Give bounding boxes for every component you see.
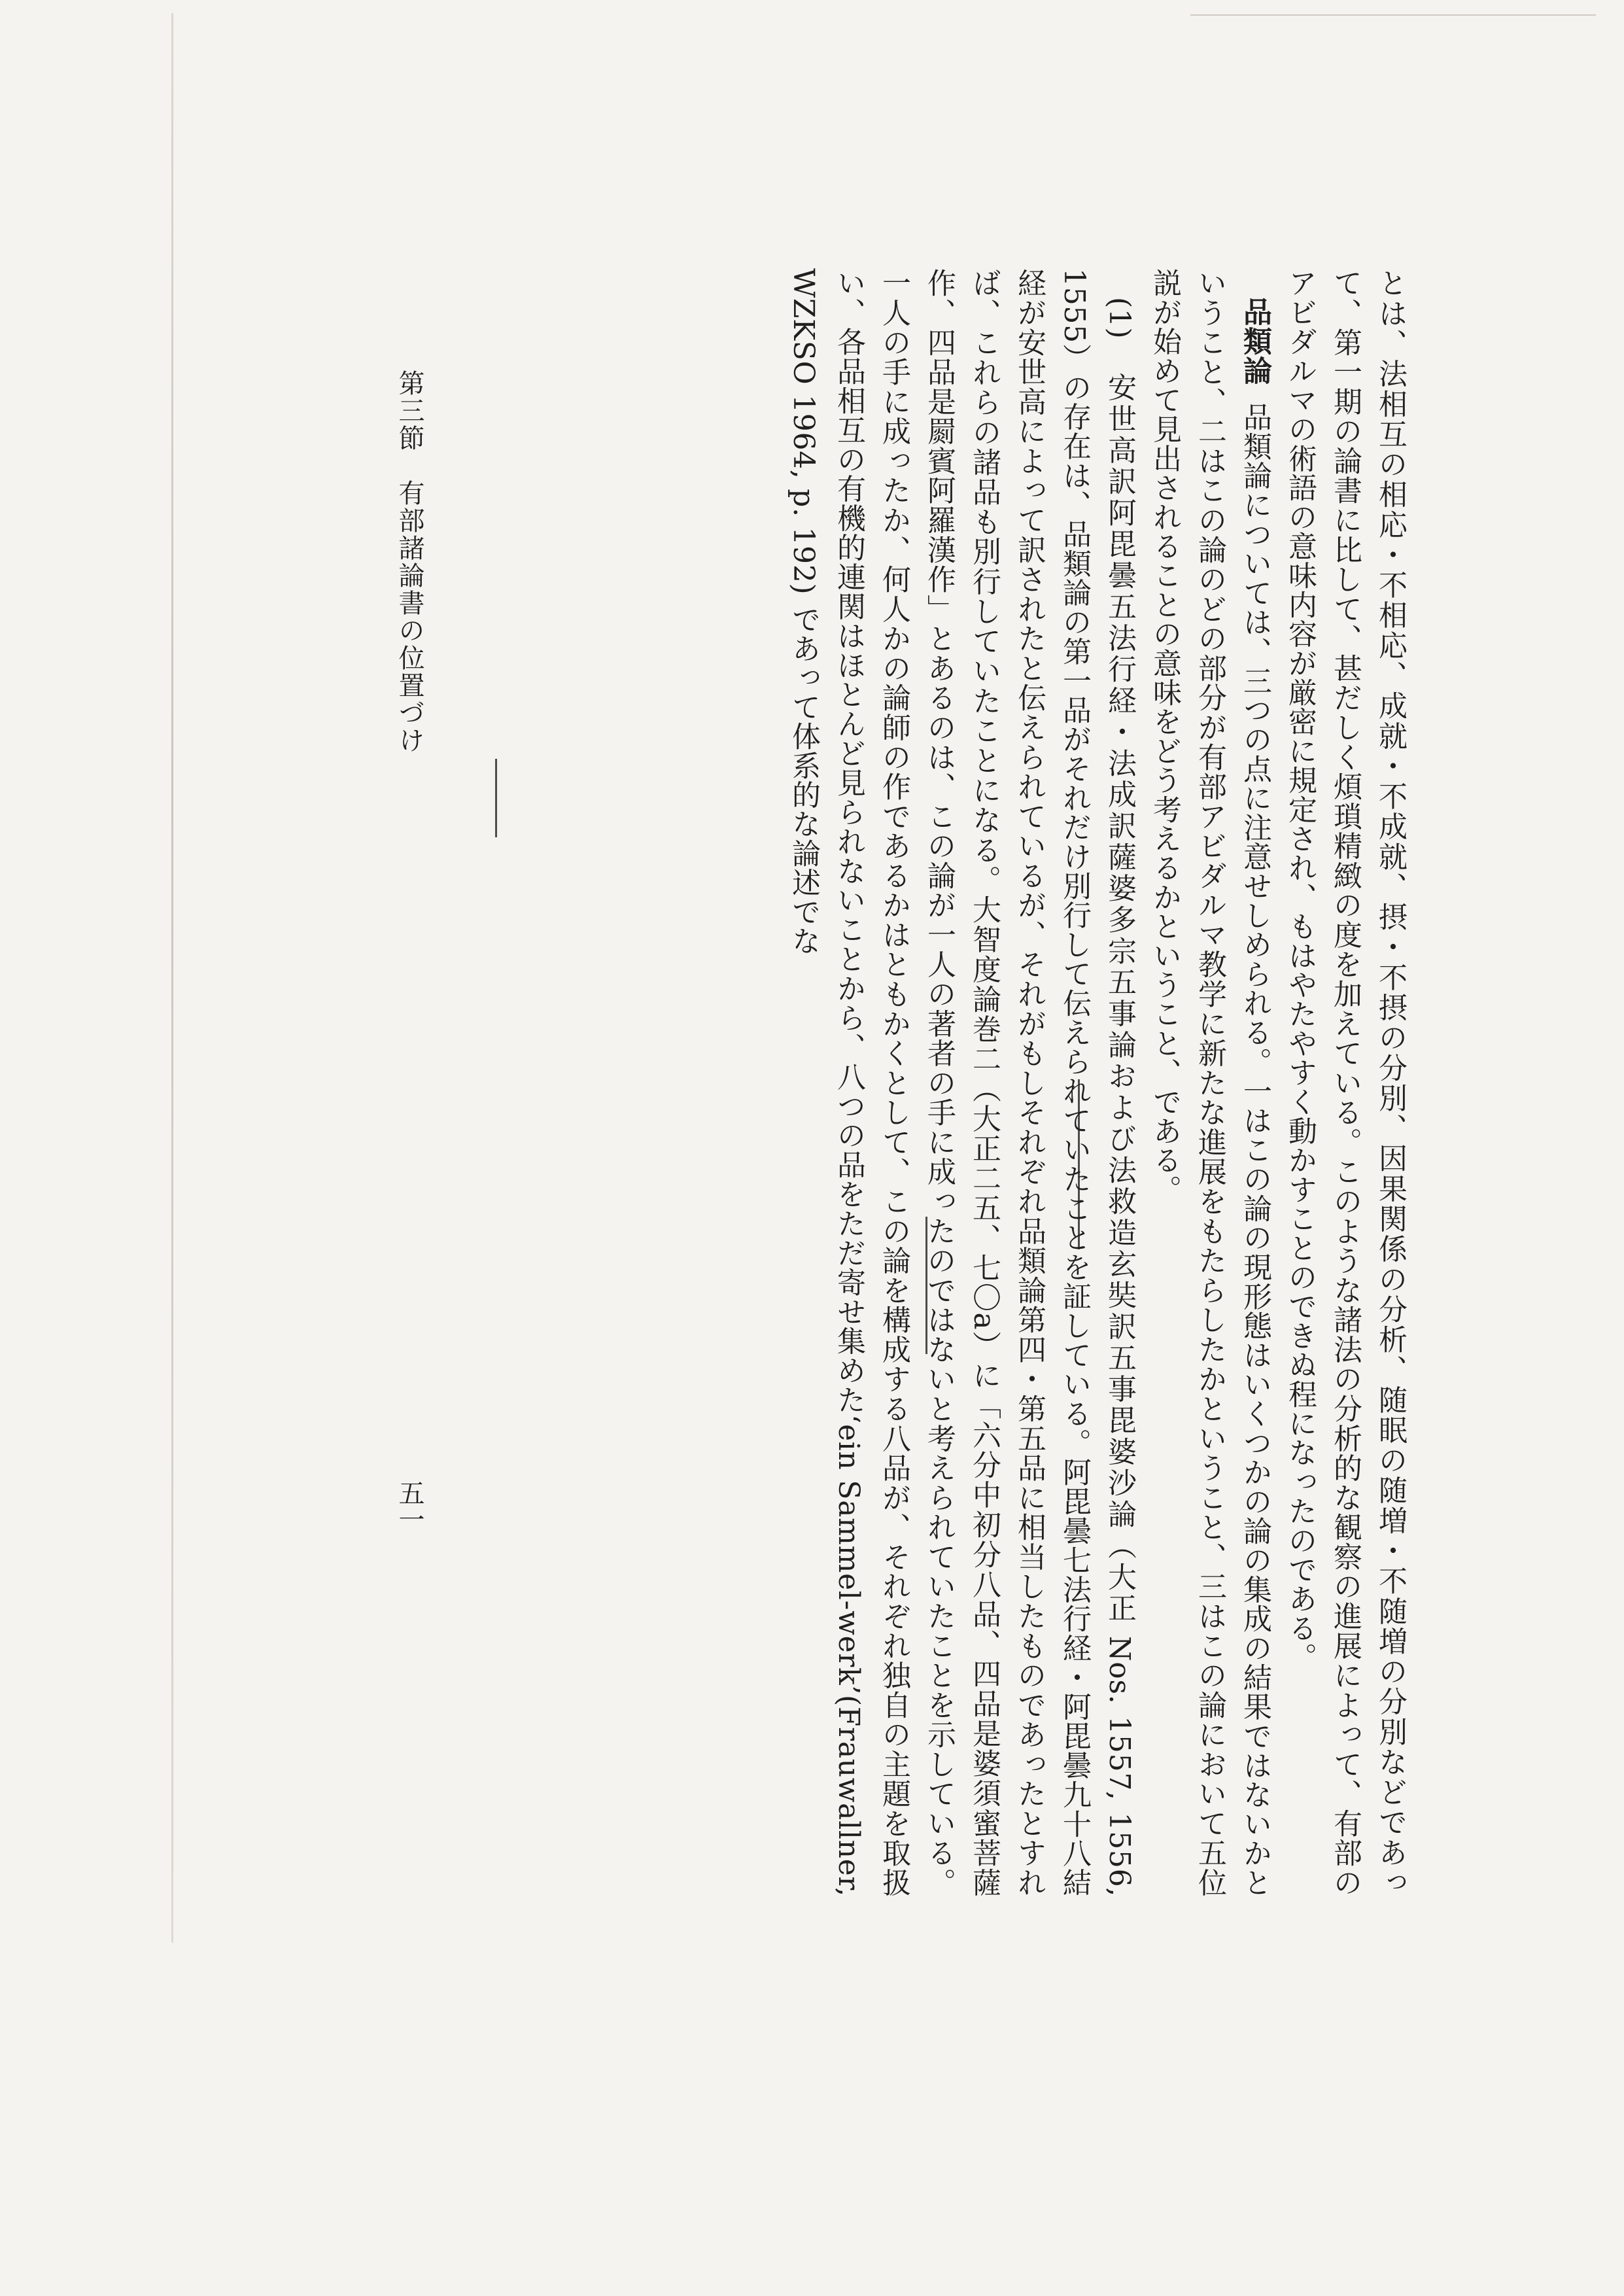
page-number: 五一 [394, 1480, 424, 1532]
pencil-annotation [925, 1217, 927, 1354]
body-text [419, 268, 1413, 1897]
paragraph-1: とは、法相互の相応・不相応、成就・不成就、摂・不摂の分別、因果関係の分析、随眠の随増・不随増の分別などであって、第一期の論書に比して、甚だしく煩瑣精緻の度を加えている。このような諸法の分析的な観察の進展によって、有部のアビダルマの術語の意味内容が厳密に規定され、もはやたやすく動かすことのできぬ程になったのである。 [1283, 268, 1407, 1897]
scan-border-top [1190, 14, 1596, 16]
scan-border-left [171, 13, 173, 1943]
paragraph-2-text: 品類論については、三つの点に注意せしめられる。一はこの論の現形態はいくつかの論の集成の結果ではないかということ、二はこの論のどの部分が有部アビダルマ教学に新たな進展をもたらしたかということ、三はこの論において五位説が始めて見出されることの意味をどう考えるかということ、である。 [1148, 268, 1271, 1897]
section-heading: 品類論 [1238, 297, 1271, 385]
running-footer: 第三節 有部諸論書の位置づけ [394, 370, 424, 754]
paragraph-2 [1142, 268, 1277, 1897]
pencil-annotation [1078, 1079, 1080, 1249]
paragraph-3: (1) 安世高訳阿毘曇五法行経・法成訳薩婆多宗五事論および法救造玄奘訳五事毘婆沙論（大正 Nos. 1557, 1556, 1555）の存在は、品類論の第一品がそれだけ別行して伝えられていたことを証している。阿毘曇七法行経・阿毘曇九十八結経が安世高によって訳されたと伝えられているが、それがもしそれぞれ品類論第四・第五品に相当したものであったとすれば、これらの諸品も別行していたことになる。大智度論巻二（大正二五、七〇a）に「六分中初分八品、四品是婆須蜜菩薩作、四品是罽賓阿羅漢作」とあるのは、この論が一人の著者の手に成ったのではないと考えられていたことを示している。一人の手に成ったか、何人かの論師の作であるかはともかくとして、この論を構成する八品が、それぞれ独自の主題を取扱い、各品相互の有機的連関はほとんど見られないことから、八つの品をただ寄せ集めた‘ein Sammel-werk’(Frauwallner, WZKSO 1964, p. 192) であって体系的な論述でな [787, 268, 1136, 1898]
pencil-annotation [495, 759, 497, 837]
